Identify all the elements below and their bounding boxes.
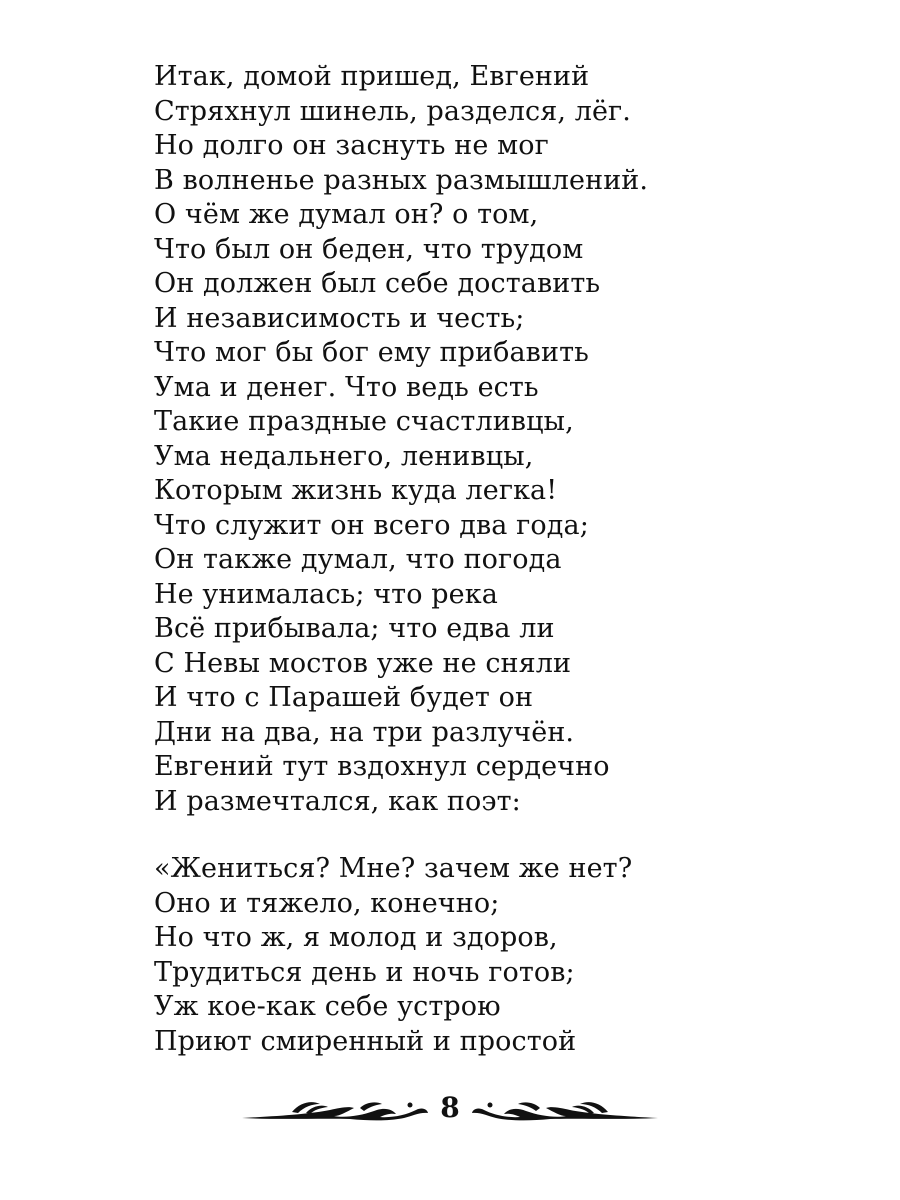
poem-line: Не унималась; что река [154, 578, 498, 610]
poem-line: Ума и денег. Что ведь есть [154, 371, 539, 403]
poem-line: Евгений тут вздохнул сердечно [154, 751, 610, 782]
poem-line: Дни на два, на три разлучён. [154, 716, 575, 748]
poem-line: «Жениться? Мне? зачем же нет? [154, 853, 633, 884]
poem-line: Трудиться день и ночь готов; [154, 956, 575, 988]
poem-line: Такие праздные счастливцы, [154, 406, 574, 437]
poem-line: Всё прибывала; что едва ли [154, 613, 555, 644]
poem-line: Приют смиренный и простой [154, 1025, 577, 1057]
poem-line: Он также думал, что погода [154, 544, 562, 575]
poem-stanza-1 [154, 60, 854, 819]
poem-line: Ума недальнего, ленивцы, [154, 440, 534, 472]
poem-line: Он должен был себе доставить [154, 268, 601, 299]
poem-line: Но долго он заснуть не мог [154, 130, 549, 161]
poem-line: И что с Парашей будет он [154, 682, 534, 713]
poem-line: И размечтался, как поэт: [154, 785, 521, 817]
poem-line: С Невы мостов уже не сняли [154, 647, 572, 679]
flourish-ornament-icon [470, 1096, 660, 1124]
poem-line: И независимость и честь; [154, 302, 525, 334]
poem-line: Что служит он всего два года; [154, 509, 589, 541]
poem-line: Но что ж, я молод и здоров, [154, 922, 558, 953]
poem-line: Что был он беден, что трудом [154, 233, 584, 265]
poem-line: Итак, домой пришед, Евгений [154, 61, 590, 92]
poem-stanza-2 [154, 852, 854, 1059]
poem-line: Что мог бы бог ему прибавить [154, 337, 589, 368]
page-number: 8 [440, 1091, 460, 1124]
poem-line: Оно и тяжело, конечно; [154, 887, 500, 919]
page-footer [240, 1088, 660, 1132]
poem-line: О чём же думал он? о том, [154, 199, 539, 230]
poem-line: Стряхнул шинель, разделся, лёг. [154, 95, 631, 127]
flourish-ornament-icon [240, 1096, 430, 1124]
poem-line: В волненье разных размышлений. [154, 164, 649, 196]
poem-line: Которым жизнь куда легка! [154, 475, 558, 506]
poem-line: Уж кое-как себе устрою [154, 991, 501, 1022]
